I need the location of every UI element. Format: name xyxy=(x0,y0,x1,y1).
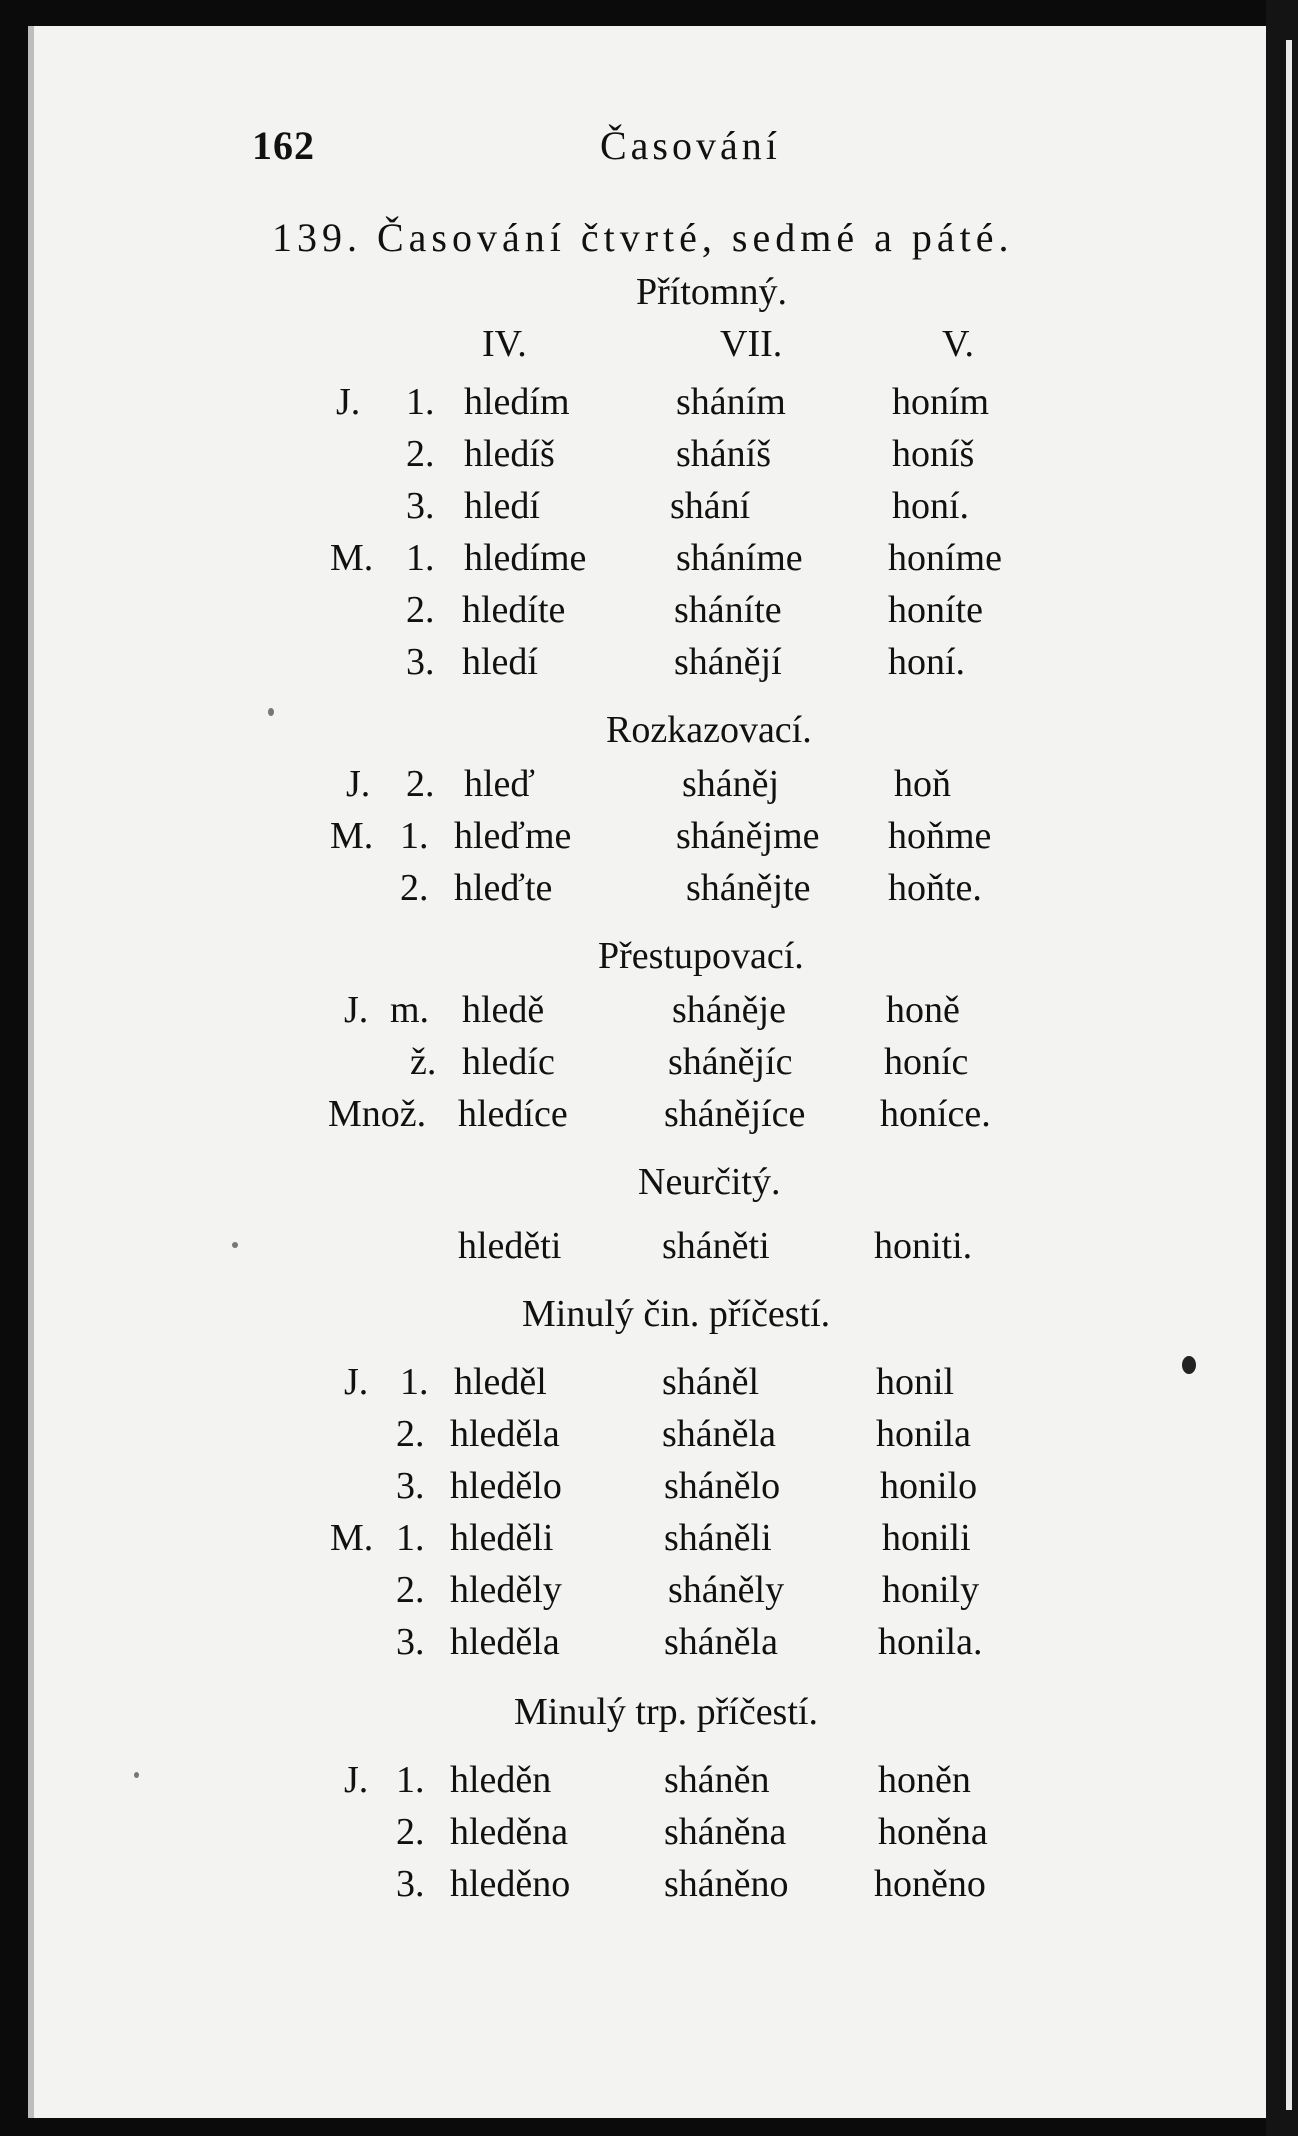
verb-form: honila xyxy=(876,1413,971,1455)
verb-form: honíce. xyxy=(880,1093,991,1135)
verb-form: shánějme xyxy=(676,815,820,857)
verb-form: honila. xyxy=(878,1621,983,1663)
verb-form: honil xyxy=(876,1361,955,1403)
row-person-label: 3. xyxy=(406,641,435,683)
verb-form: hleďme xyxy=(454,815,572,857)
book-page xyxy=(28,26,1266,2118)
row-group-label: M. xyxy=(330,537,374,579)
row-group-label: Množ. xyxy=(328,1093,427,1135)
verb-form: honíc xyxy=(884,1041,969,1083)
column-header-iv: IV. xyxy=(482,323,527,365)
verb-form: honili xyxy=(882,1517,971,1559)
row-person-label: 2. xyxy=(406,763,435,805)
verb-form: sháníte xyxy=(674,589,782,631)
verb-form: hleděn xyxy=(450,1759,552,1801)
verb-form: honily xyxy=(882,1569,980,1611)
row-person-label: 3. xyxy=(396,1465,425,1507)
row-person-label: 2. xyxy=(400,867,429,909)
verb-form: shánějí xyxy=(674,641,782,683)
verb-form: sháněla xyxy=(664,1621,778,1663)
row-person-label: 1. xyxy=(400,1361,429,1403)
row-person-label: 1. xyxy=(406,381,435,423)
row-group-label: J. xyxy=(344,1361,369,1403)
verb-form: sháněj xyxy=(682,763,780,805)
verb-form: honěno xyxy=(874,1863,986,1905)
verb-form: sháním xyxy=(676,381,786,423)
present-heading: Přítomný. xyxy=(636,271,787,313)
verb-form: honilo xyxy=(880,1465,978,1507)
verb-form: hledí xyxy=(462,641,538,683)
past-active-heading: Minulý čin. příčestí. xyxy=(522,1293,831,1335)
verb-form: sháněla xyxy=(662,1413,776,1455)
row-group-label: M. xyxy=(330,1517,374,1559)
verb-form: hleďte xyxy=(454,867,553,909)
row-person-label: 3. xyxy=(396,1621,425,1663)
verb-form: hledíš xyxy=(464,433,555,475)
infinitive-heading: Neurčitý. xyxy=(638,1161,781,1203)
verb-form: sháníš xyxy=(676,433,771,475)
verb-form: hledí xyxy=(464,485,540,527)
verb-form: hledíce xyxy=(458,1093,568,1135)
scan-speck xyxy=(232,1242,238,1248)
verb-form: hleděna xyxy=(450,1811,569,1853)
verb-form: hleděno xyxy=(450,1863,571,1905)
row-person-label: 2. xyxy=(396,1569,425,1611)
scan-speck xyxy=(1182,1356,1196,1374)
row-person-label: 2. xyxy=(406,433,435,475)
verb-form: honěn xyxy=(878,1759,971,1801)
row-person-label: 3. xyxy=(396,1863,425,1905)
verb-form: hoňte. xyxy=(888,867,982,909)
verb-form: hoň xyxy=(894,763,951,805)
verb-form: sháníme xyxy=(676,537,803,579)
verb-form: honě xyxy=(886,989,960,1031)
row-group-label: J. xyxy=(336,381,361,423)
row-person-label: 1. xyxy=(406,537,435,579)
page-edge-shadow xyxy=(28,26,34,2118)
verb-form: sháněna xyxy=(664,1811,787,1853)
verb-form: sháněno xyxy=(664,1863,789,1905)
verb-form: honíme xyxy=(888,537,1002,579)
verb-form: sháněti xyxy=(662,1225,770,1267)
verb-form: honí. xyxy=(888,641,966,683)
verb-form: honíte xyxy=(888,589,983,631)
verb-form: sháněly xyxy=(668,1569,785,1611)
transgressive-heading: Přestupovací. xyxy=(598,935,804,977)
verb-form: shánějíce xyxy=(664,1093,806,1135)
verb-form: hledím xyxy=(464,381,570,423)
row-person-label: ž. xyxy=(410,1041,437,1083)
verb-form: hledělo xyxy=(450,1465,562,1507)
verb-form: honíš xyxy=(892,433,975,475)
row-person-label: 1. xyxy=(396,1517,425,1559)
verb-form: honí. xyxy=(892,485,970,527)
binding-gutter xyxy=(1266,0,1298,2136)
verb-form: hleděl xyxy=(454,1361,547,1403)
verb-form: shánějíc xyxy=(668,1041,793,1083)
row-person-label: 2. xyxy=(406,589,435,631)
row-group-label: J. xyxy=(346,763,371,805)
row-person-label: 2. xyxy=(396,1413,425,1455)
verb-form: hleděly xyxy=(450,1569,562,1611)
verb-form: shánělo xyxy=(664,1465,781,1507)
imperative-heading: Rozkazovací. xyxy=(606,709,812,751)
row-person-label: 1. xyxy=(396,1759,425,1801)
page-number: 162 xyxy=(252,123,315,168)
verb-form: hleděti xyxy=(458,1225,562,1267)
verb-form: hoňme xyxy=(888,815,992,857)
running-head: Časování xyxy=(600,123,781,168)
row-person-label: 3. xyxy=(406,485,435,527)
scan-speck xyxy=(134,1772,139,1778)
verb-form: shánějte xyxy=(686,867,811,909)
next-page-edge xyxy=(1286,40,1292,2110)
row-person-label: 1. xyxy=(400,815,429,857)
verb-form: sháněl xyxy=(662,1361,760,1403)
row-group-label: J. xyxy=(344,989,369,1031)
row-group-label: M. xyxy=(330,815,374,857)
section-title: 139. Časování čtvrté, sedmé a páté. xyxy=(272,215,1014,260)
verb-form: honím xyxy=(892,381,990,423)
verb-form: honiti. xyxy=(874,1225,973,1267)
row-person-label: m. xyxy=(390,989,430,1031)
verb-form: sháněli xyxy=(664,1517,772,1559)
column-header-vii: VII. xyxy=(720,323,783,365)
verb-form: hleděli xyxy=(450,1517,554,1559)
verb-form: hleděla xyxy=(450,1621,560,1663)
verb-form: hledíc xyxy=(462,1041,555,1083)
verb-form: hleď xyxy=(464,763,535,805)
verb-form: hledě xyxy=(462,989,545,1031)
past-passive-heading: Minulý trp. příčestí. xyxy=(514,1691,818,1733)
scan-speck xyxy=(268,708,274,716)
row-person-label: 2. xyxy=(396,1811,425,1853)
row-group-label: J. xyxy=(344,1759,369,1801)
column-header-v: V. xyxy=(942,323,975,365)
verb-form: sháněn xyxy=(664,1759,770,1801)
verb-form: sháněje xyxy=(672,989,786,1031)
verb-form: hleděla xyxy=(450,1413,560,1455)
verb-form: hledíte xyxy=(462,589,566,631)
verb-form: hledíme xyxy=(464,537,587,579)
verb-form: honěna xyxy=(878,1811,988,1853)
verb-form: shání xyxy=(670,485,751,527)
